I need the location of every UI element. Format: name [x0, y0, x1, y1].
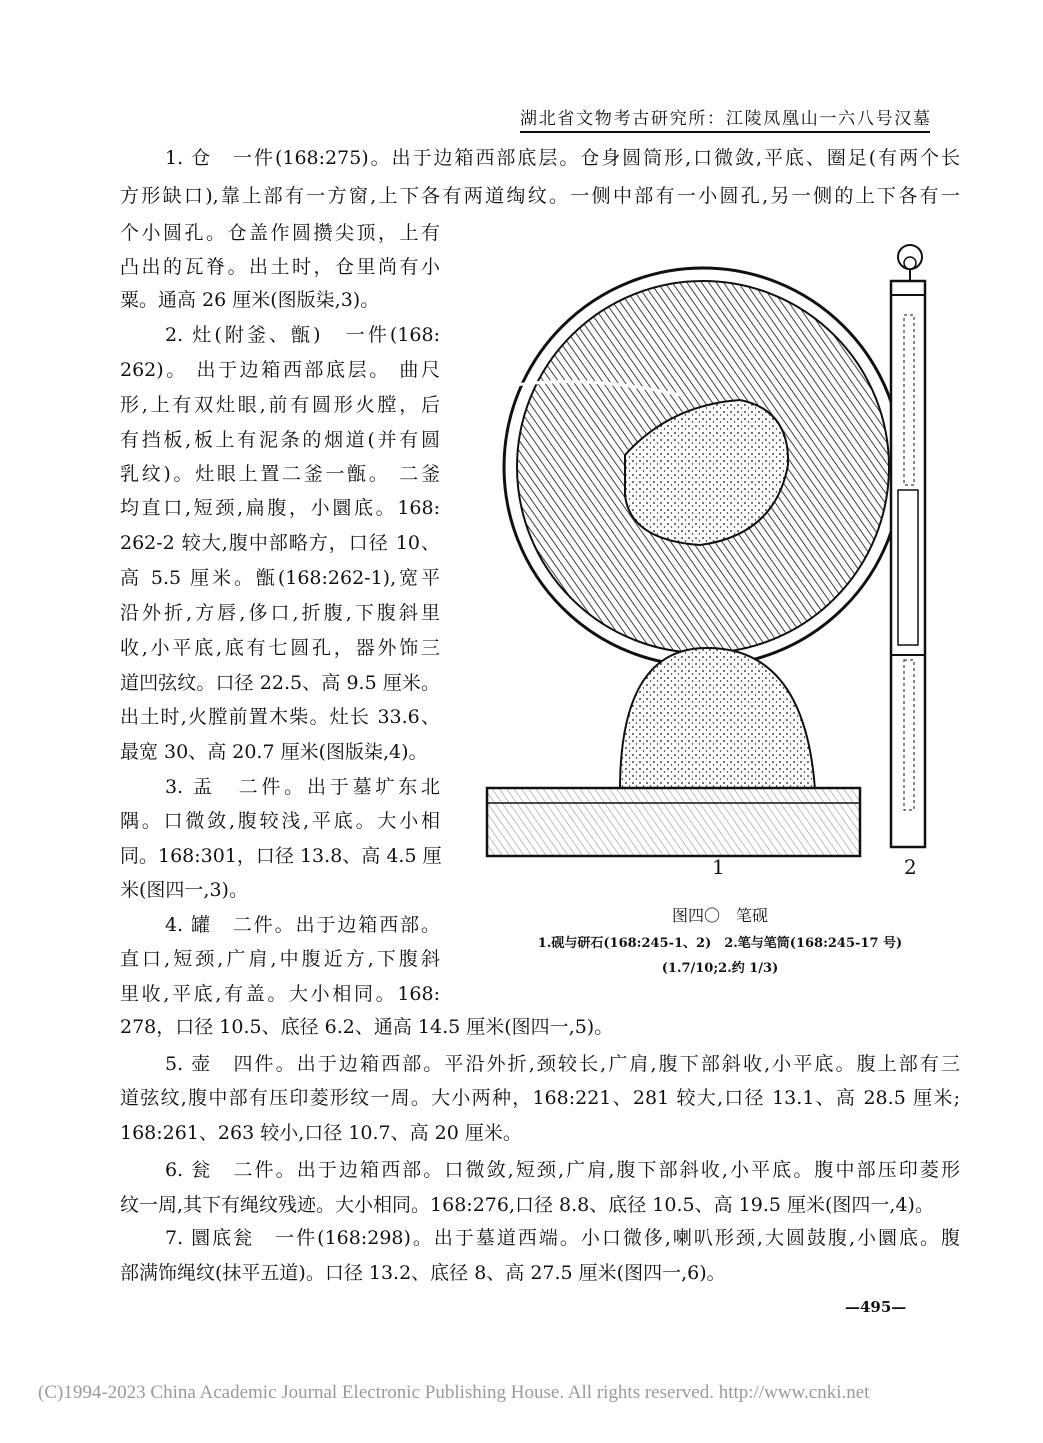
- body-text-line: 最宽 30、高 20.7 厘米(图版柒,4)。: [120, 741, 428, 763]
- body-text-line: 方形缺口),靠上部有一方窗,上下各有两道绹纹。一侧中部有一小圆孔,另一侧的上下各有一: [120, 185, 960, 207]
- grinding-stone: [487, 648, 860, 856]
- body-text-line: 168:261、263 较小,口径 10.7、高 20 厘米。: [120, 1122, 522, 1144]
- body-text-line: 个小圆孔。仓盖作圆攒尖顶，上有: [120, 222, 440, 244]
- figure-caption-scale: (1.7/10;2.约 1/3): [661, 961, 779, 976]
- page-number: —495—: [845, 1298, 907, 1316]
- figure-label-1: 1: [712, 855, 725, 879]
- body-text-line: 道弦纹,腹中部有压印菱形纹一周。大小两种，168:221、281 较大,口径 13.1、高 28.5 厘米;: [120, 1087, 960, 1109]
- figure-drawing: [470, 235, 950, 885]
- body-text-line: 直口,短颈,广肩,中腹近方,下腹斜: [120, 948, 440, 970]
- body-text-line: 隅。口微敛,腹较浅,平底。大小相: [120, 810, 440, 832]
- body-text-line: 纹一周,其下有绳纹残迹。大小相同。168:276,口径 8.8、底径 10.5、高 19.5 厘米(图四一,4)。: [120, 1194, 934, 1216]
- body-text-line: 278，口径 10.5、底径 6.2、通高 14.5 厘米(图四一,5)。: [120, 1016, 614, 1038]
- copyright-footer: (C)1994-2023 China Academic Journal Electronic Publishing House. All rights reserved. http://www.cnki.net: [38, 1382, 870, 1403]
- body-text-line: 有挡板,板上有泥条的烟道(并有圆: [120, 429, 440, 451]
- body-text-line: 出土时,火膛前置木柴。灶长 33.6、: [120, 706, 440, 728]
- figure-caption-title: 图四〇 笔砚: [671, 906, 768, 925]
- body-text-line: 部满饰绳纹(抹平五道)。口径 13.2、底径 8、高 27.5 厘米(图四一,6)。: [120, 1262, 726, 1284]
- body-text-line: 2. 灶(附釜、甑) 一件(168:: [165, 324, 440, 346]
- body-text-line: 高 5.5 厘米。甑(168:262-1),宽平: [120, 567, 440, 589]
- figure-40-brush-and-inkstone: [470, 235, 950, 889]
- body-text-line: 5. 壶 四件。出于边箱西部。平沿外折,颈较长,广肩,腹下部斜收,小平底。腹上部有三: [165, 1053, 960, 1075]
- body-text-line: 6. 瓮 二件。出于边箱西部。口微敛,短颈,广肩,腹下部斜收,小平底。腹中部压印菱形: [165, 1159, 960, 1181]
- running-head: 湖北省文物考古研究所：江陵凤凰山一六八号汉墓: [520, 104, 930, 133]
- figure-label-2: 2: [904, 855, 917, 879]
- body-text-line: 收,小平底,底有七圆孔，器外饰三: [120, 637, 440, 659]
- body-text-line: 形,上有双灶眼,前有圆形火膛，后: [120, 394, 440, 416]
- body-text-line: 米(图四一,3)。: [120, 879, 248, 901]
- body-text-line: 沿外折,方唇,侈口,折腹,下腹斜里: [120, 602, 440, 624]
- body-text-line: 凸出的瓦脊。出土时，仓里尚有小: [120, 256, 440, 278]
- body-text-line: 均直口,短颈,扁腹，小圜底。168:: [120, 497, 440, 519]
- body-text-line: 道凹弦纹。口径 22.5、高 9.5 厘米。: [120, 672, 440, 694]
- body-text-line: 4. 罐 二件。出于边箱西部。: [165, 914, 440, 936]
- body-text-line: 262)。 出于边箱西部底层。 曲尺: [120, 359, 440, 381]
- inkstone-top-view: [504, 268, 902, 666]
- figure-caption-items: 1.砚与研石(168:245-1、2) 2.笔与笔筒(168:245-17 号): [537, 936, 903, 951]
- body-text-line: 同。168:301，口径 13.8、高 4.5 厘: [120, 845, 442, 867]
- brush-and-tube: [891, 245, 925, 847]
- body-text-line: 里收,平底,有盖。大小相同。168:: [120, 983, 440, 1005]
- body-text-line: 粟。通高 26 厘米(图版柒,3)。: [120, 289, 380, 311]
- body-text-line: 1. 仓 一件(168:275)。出于边箱西部底层。仓身圆筒形,口微敛,平底、圈足(有两个长: [165, 147, 960, 169]
- body-text-line: 262-2 较大,腹中部略方，口径 10、: [120, 532, 440, 554]
- body-text-line: 7. 圜底瓮 一件(168:298)。出于墓道西端。小口微侈,喇叭形颈,大圆鼓腹,小圜底。腹: [165, 1227, 960, 1249]
- body-text-line: 3. 盂 二件。出于墓圹东北: [165, 776, 440, 798]
- body-text-line: 乳纹)。灶眼上置二釜一甑。 二釜: [120, 463, 440, 485]
